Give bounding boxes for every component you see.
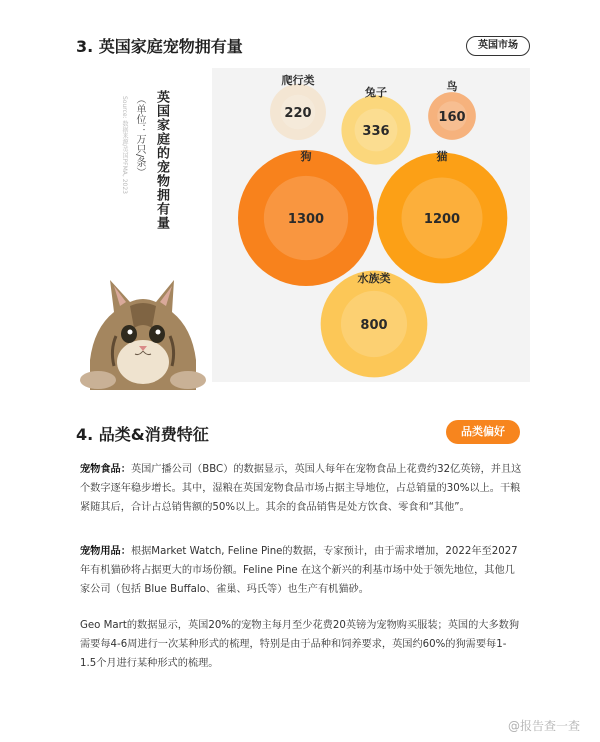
- bubble-label-4: 爬行类: [281, 74, 315, 87]
- caption-title: 英国家庭的宠物拥有量: [154, 90, 169, 230]
- market-tag: 英国市场: [466, 36, 530, 56]
- bubble-0: [238, 149, 374, 286]
- paragraph-pet-services: [80, 616, 522, 674]
- bubble-chart-panel: [212, 68, 530, 382]
- bubble-5: [428, 79, 476, 140]
- bubble-label-5: 鸟: [446, 80, 458, 93]
- caption-unit: （单位：万只/条）: [134, 94, 145, 178]
- bubble-label-2: 水族类: [357, 272, 391, 285]
- pet-services-text: Geo Mart的数据显示，英国20%的宠物主每月至少花费20英镑为宠物购买服装；英国的大多数狗需要每4-6周进行一次某种形式的梳理，特别是由于品种和饲养要求，英国约60%的狗需要每1-1.5个月进行某种形式的梳理。: [80, 620, 520, 670]
- pet-food-label: 宠物食品：: [80, 464, 131, 475]
- bubble-value-3: 336: [362, 124, 390, 139]
- bubble-value-4: 220: [284, 106, 312, 121]
- paragraph-pet-food: [80, 460, 522, 518]
- bubble-value-0: 1300: [287, 212, 325, 227]
- bubble-label-0: 狗: [300, 150, 312, 163]
- bubble-4: [270, 73, 326, 140]
- section-title-ownership: 3. 英国家庭宠物拥有量: [76, 37, 243, 56]
- bubble-1: [377, 149, 508, 283]
- bubble-2: [321, 271, 428, 378]
- cat-illustration: [70, 276, 216, 390]
- footer-watermark: @报告查一查: [507, 719, 580, 733]
- bubble-label-1: 猫: [436, 150, 448, 163]
- pet-supplies-label: 宠物用品：: [80, 546, 131, 557]
- bubble-value-1: 1200: [423, 212, 461, 227]
- chart-caption: [92, 86, 200, 236]
- bubble-value-2: 800: [360, 318, 388, 333]
- pet-food-text: 英国广播公司（BBC）的数据显示，英国人每年在宠物食品上花费约32亿英镑，并且这个数字逐年稳步增长。其中，湿粮在英国宠物食品市场占据主导地位，占总销量的30%以上。干粮紧随其后，合计占总销售额的50%以上。其余的食品销售是处方饮食、零食和“其他”。: [80, 464, 522, 514]
- pet-supplies-text: 根据Market Watch, Feline Pine的数据，专家预计，由于需求增加，2022年至2027年有机猫砂将占据更大的市场份额。Feline Pine 在这个新兴的利基市场中处于领先地位，其他几家公司（包括 Blue Buffalo、雀巢、玛氏等）也生产有机猫砂。: [80, 546, 518, 596]
- category-tag: 品类偏好: [446, 420, 520, 444]
- bubble-label-3: 兔子: [365, 86, 387, 99]
- bubble-3: [341, 85, 410, 165]
- caption-source: Source: 数据来源/英国PFMA, 2023: [121, 96, 128, 194]
- bubble-value-5: 160: [438, 110, 466, 125]
- paragraph-pet-supplies: [80, 542, 522, 600]
- bubble-chart: [212, 68, 530, 382]
- section-title-categories: 4. 品类&消费特征: [76, 425, 209, 444]
